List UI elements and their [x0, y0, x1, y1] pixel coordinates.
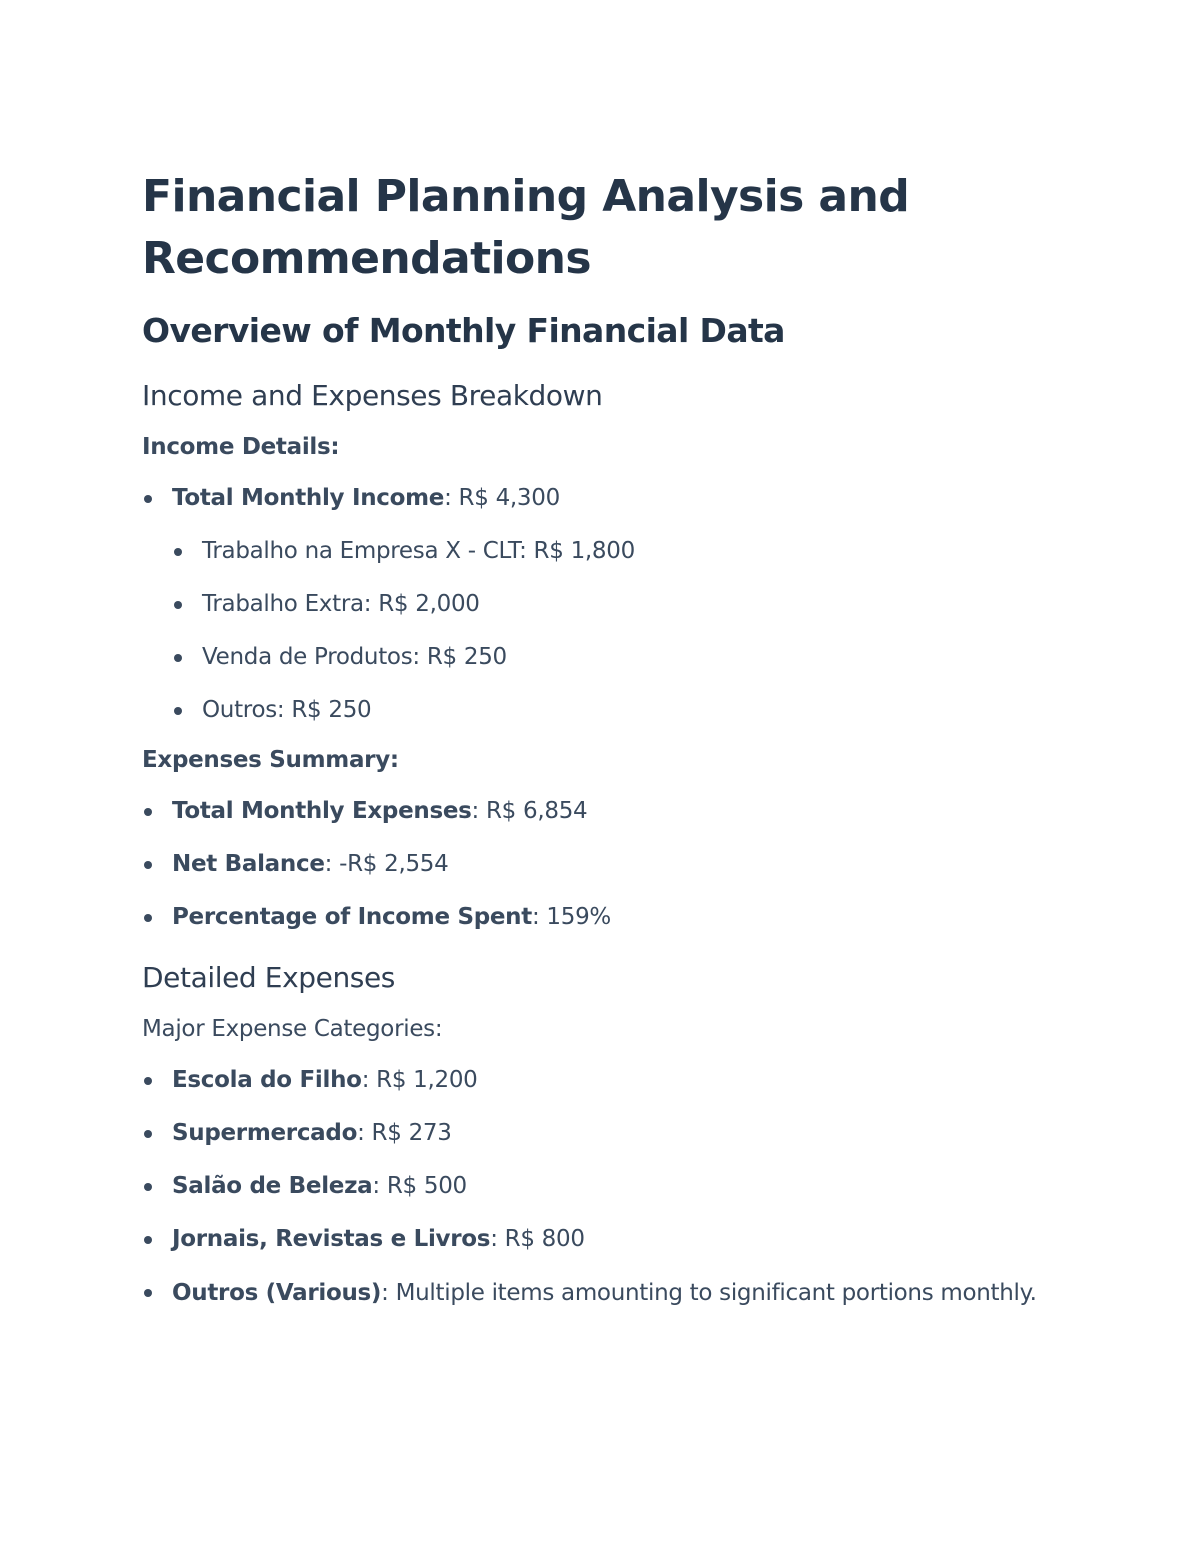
- summary-label: Percentage of Income Spent: [172, 904, 532, 930]
- summary-value: : R$ 6,854: [471, 798, 588, 824]
- bullet-icon: [174, 707, 182, 715]
- section-heading: Overview of Monthly Financial Data: [142, 311, 785, 350]
- expense-categories-list: [142, 1061, 1042, 1313]
- summary-label: Total Monthly Expenses: [172, 798, 472, 824]
- bullet-icon: [144, 808, 152, 816]
- detailed-expenses-heading: Detailed Expenses: [142, 961, 395, 994]
- category-value: : R$ 800: [490, 1226, 585, 1252]
- income-source: Trabalho Extra: R$ 2,000: [202, 591, 480, 617]
- expenses-summary-list: [142, 792, 1042, 936]
- bullet-icon: [144, 1077, 152, 1085]
- list-item: [142, 479, 1042, 729]
- bullet-icon: [144, 1289, 152, 1297]
- list-item: [172, 691, 1042, 729]
- list-item: [142, 792, 1042, 830]
- income-sources-list: [172, 532, 1042, 729]
- list-item: [142, 1220, 1042, 1258]
- expense-categories-label: Major Expense Categories:: [142, 1016, 443, 1042]
- category-label: Jornais, Revistas e Livros: [172, 1226, 491, 1252]
- summary-value: : 159%: [531, 904, 611, 930]
- bullet-icon: [144, 914, 152, 922]
- income-expenses-heading: Income and Expenses Breakdown: [142, 379, 603, 412]
- summary-value: : -R$ 2,554: [324, 851, 449, 877]
- list-item: [142, 1114, 1042, 1152]
- bullet-icon: [174, 601, 182, 609]
- bullet-icon: [144, 1130, 152, 1138]
- list-item: [142, 898, 1042, 936]
- bullet-icon: [144, 1183, 152, 1191]
- income-source: Venda de Produtos: R$ 250: [202, 644, 507, 670]
- category-label: Salão de Beleza: [172, 1173, 373, 1199]
- income-details-label: Income Details:: [142, 434, 340, 460]
- document-page: [142, 166, 1042, 1313]
- category-label: Outros (Various): [172, 1280, 382, 1306]
- category-value: : R$ 1,200: [361, 1067, 478, 1093]
- income-list: [142, 479, 1042, 729]
- list-item: [172, 532, 1042, 570]
- document-title: Financial Planning Analysis and Recommendations: [142, 171, 910, 284]
- bullet-icon: [174, 654, 182, 662]
- category-value: : Multiple items amounting to significant portions monthly.: [381, 1280, 1037, 1306]
- summary-label: Net Balance: [172, 851, 325, 877]
- list-item: [172, 585, 1042, 623]
- list-item: [142, 845, 1042, 883]
- income-source: Outros: R$ 250: [202, 697, 372, 723]
- list-item: [142, 1061, 1042, 1099]
- list-item: [142, 1167, 1042, 1205]
- list-item: [172, 638, 1042, 676]
- category-value: : R$ 273: [357, 1120, 452, 1146]
- bullet-icon: [174, 548, 182, 556]
- expenses-summary-label: Expenses Summary:: [142, 747, 399, 773]
- list-item: [142, 1273, 1042, 1313]
- category-value: : R$ 500: [372, 1173, 467, 1199]
- category-label: Escola do Filho: [172, 1067, 362, 1093]
- bullet-icon: [144, 861, 152, 869]
- bullet-icon: [144, 495, 152, 503]
- total-income-value: : R$ 4,300: [444, 485, 560, 511]
- bullet-icon: [144, 1236, 152, 1244]
- total-income-label: Total Monthly Income: [172, 485, 445, 511]
- category-label: Supermercado: [172, 1120, 358, 1146]
- income-source: Trabalho na Empresa X - CLT: R$ 1,800: [202, 538, 635, 564]
